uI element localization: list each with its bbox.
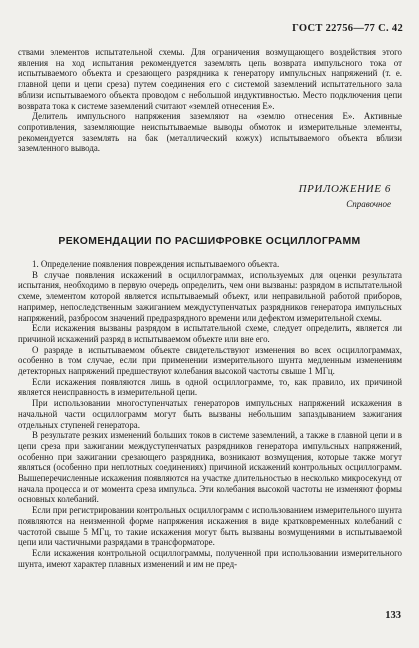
paragraph: Если искажения вызваны разрядом в испытательной схеме, следует определить, является ли причиной искажений разряд в испытываемом объекте или вне его. [18,323,402,344]
paragraph: При использовании многоступенчатых генераторов импульсных напряжений искажения в начальной части осциллограмм могут быть вызваны небольшим запаздыванием зажигания отдельных ступеней генератора. [18,398,402,430]
paragraph: Если искажения контрольной осциллограммы, полученной при использовании измерительного шунта, имеют характер плавных изменений и им не пред- [18,547,402,569]
paragraph: Если искажения появляются лишь в одной осциллограмме, то, как правило, их причиной является неисправность в измерительной цепи. [18,376,402,398]
paragraph: 1. Определение появления повреждения испытываемого объекта. [32,259,280,269]
paragraph: Делитель импульсного напряжения заземляют на «землю отнесения Е». Активные сопротивления, заземляющие неиспытываемые выводы обмоток и измерительные элементы, рекомендуется заземлять на бак (металлический кожух) испытываемого объекта вблизи заземленного вывода. [18,111,402,154]
page-number: 133 [385,610,401,621]
paragraph: В результате резких изменений больших токов в системе заземлений, а также в главной цепи и в цепи среза при зажигании междуступенчатых разрядников генератора импульсных напряжений, особенно при зажигании срезающего разрядника, возникают возмущения, которые также могут являться (особенно при неплотных соединениях) причиной искажений контрольных осциллограмм. Вышеперечисленные искажения появляются на участке длительностью в несколько микросекунд от начала процесса и от момента среза импульса. Эти колебания высокой частоты не изменяют формы основных колебаний. [18,430,402,505]
paragraph: О разряде в испытываемом объекте свидетельствуют изменения во всех осциллограммах, особенно в том случае, если при применении измерительного шунта медленным изменениям детекторных напряжений предшествуют колебания высокой частоты свыше 1 МГц. [18,344,402,377]
appendix-label [299,183,391,209]
top-text-block [18,47,402,154]
main-text-block [18,259,402,569]
paragraph: В случае появления искажений в осциллограммах, используемых для оценки результата испытания, необходимо в первую очередь определить, чем они вызваны: разрядом в испытательной схеме, элементом которой является испытываемый объект, или неправильной работой приборов, например, непоследственным зажиганием междуступенчатых разрядников генератора импульсных напряжений, разбросом значений предразрядного времени или дефектом измерительной схемы. [18,269,402,323]
appendix-subtitle: Справочное [346,199,391,209]
appendix-title: ПРИЛОЖЕНИЕ 6 [298,183,391,195]
section-title: РЕКОМЕНДАЦИИ ПО РАСШИФРОВКЕ ОСЦИЛЛОГРАММ [58,236,361,247]
paragraph: ствами элементов испытательной схемы. Для ограничения возмущающего воздействия этого явления на ход испытания рекомендуется заземлять цепь возврата импульсного тока от испытываемого объекта и срезающего разрядника к генератору импульсных напряжений (т. е. главной цепи и цепи среза) путем соединения его с системой заземлений испытательного зала вблизи испытываемого объекта проводом с небольшой индуктивностью. Место подключения цепи возврата тока к системе заземлений считают «землей отнесения Е». [18,47,402,111]
paragraph: Если при регистрировании контрольных осциллограмм с использованием измерительного шунта появляются на неизменной форме напряжения искажения в виде кратковременных колебаний с частотой свыше 5 МГц, то такие искажения могут быть вызваны возмущениями в испытываемой цепи или частичными разрядами в трансформаторе. [18,505,402,548]
page-header: ГОСТ 22756—77 С. 42 [292,23,403,34]
